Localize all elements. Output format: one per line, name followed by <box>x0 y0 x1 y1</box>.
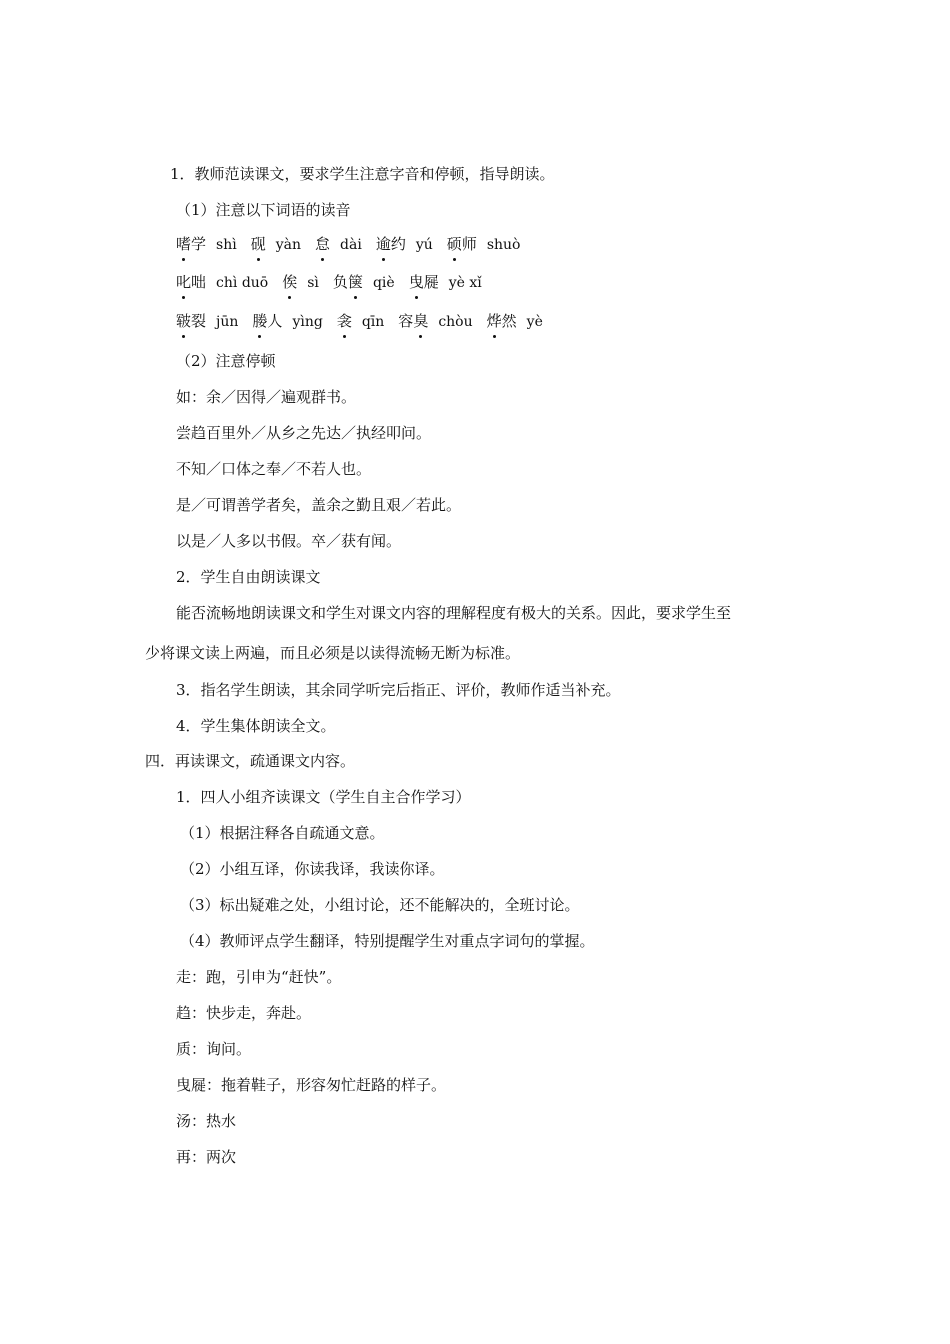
vocab-dotted-char: 砚 <box>250 235 266 253</box>
pause-example-4: 是／可谓善学者矣，盖余之勤且艰／若此。 <box>176 496 462 514</box>
vocab-word <box>315 234 330 254</box>
group-task-3: （3）标出疑难之处，小组讨论，还不能解决的，全班讨论。 <box>180 896 580 914</box>
pause-example-3: 不知／口体之奉／不若人也。 <box>176 460 372 478</box>
vocab-pinyin: sì <box>307 275 319 291</box>
gloss-zhi: 质：询问。 <box>176 1040 252 1058</box>
vocab-dotted-char: 衾 <box>336 312 352 330</box>
step-3: 3．指名学生朗读，其余同学听完后指正、评价，教师作适当补充。 <box>176 681 621 699</box>
vocab-pinyin: qiè <box>372 275 395 291</box>
step-4: 4．学生集体朗读全文。 <box>176 717 336 735</box>
vocab-dotted-char: 曳 <box>408 273 424 291</box>
vocab-pinyin: yú <box>415 237 433 253</box>
vocab-char: 然 <box>501 312 517 330</box>
vocab-word <box>176 272 206 292</box>
vocab-char: 屣 <box>423 273 439 291</box>
step-1-pause-heading: （2）注意停顿 <box>176 352 276 370</box>
vocab-pinyin: yè <box>526 314 543 330</box>
step-2-paragraph-line-2: 少将课文读上两遍，而且必须是以读得流畅无断为标准。 <box>145 644 521 662</box>
group-task-1: （1）根据注释各自疏通文意。 <box>180 824 385 842</box>
vocab-word <box>337 311 352 331</box>
vocab-pinyin: shì <box>216 237 237 253</box>
vocab-dotted-char: 媵 <box>252 312 268 330</box>
step-2-paragraph-line-1: 能否流畅地朗读课文和学生对课文内容的理解程度有极大的关系。因此，要求学生至 <box>176 604 732 622</box>
vocab-pinyin: chì duō <box>216 275 269 291</box>
vocab-pinyin: yè xǐ <box>448 275 482 291</box>
vocab-char: 容 <box>398 312 414 330</box>
vocab-word <box>409 272 439 292</box>
pause-example-2: 尝趋百里外／从乡之先达／执经叩问。 <box>176 424 432 442</box>
vocab-dotted-char: 俟 <box>282 273 298 291</box>
vocab-row-3 <box>176 311 557 332</box>
group-task-4: （4）教师评点学生翻译，特别提醒学生对重点字词句的掌握。 <box>180 932 595 950</box>
vocab-char: 咄 <box>191 273 207 291</box>
vocab-word <box>333 272 363 292</box>
vocab-pinyin: chòu <box>438 314 473 330</box>
pause-example-5: 以是／人多以书假。卒／获有闻。 <box>176 532 402 550</box>
pause-example-1: 如：余／因得／遍观群书。 <box>176 388 357 406</box>
vocab-word <box>398 311 428 331</box>
vocab-pinyin: yìng <box>292 314 323 330</box>
vocab-char: 人 <box>267 312 283 330</box>
vocab-dotted-char: 叱 <box>176 273 192 291</box>
vocab-dotted-char: 嗜 <box>176 235 192 253</box>
vocab-word <box>447 234 477 254</box>
vocab-word <box>252 311 282 331</box>
step-2-heading: 2．学生自由朗读课文 <box>176 568 321 586</box>
gloss-qu: 趋：快步走，奔赴。 <box>176 1004 312 1022</box>
vocab-char: 约 <box>390 235 406 253</box>
gloss-zai: 再：两次 <box>176 1148 237 1166</box>
vocab-row-2 <box>176 272 496 293</box>
vocab-char: 裂 <box>191 312 207 330</box>
vocab-word <box>282 272 297 292</box>
vocab-dotted-char: 硕 <box>446 235 462 253</box>
vocab-dotted-char: 皲 <box>176 312 192 330</box>
section-4-heading: 四．再读课文，疏通课文内容。 <box>145 752 356 770</box>
vocab-row-1 <box>176 234 534 255</box>
vocab-word <box>251 234 266 254</box>
vocab-word <box>376 234 406 254</box>
vocab-pinyin: yàn <box>275 237 302 253</box>
vocab-pinyin: qīn <box>361 314 385 330</box>
vocab-word <box>176 234 206 254</box>
vocab-char: 师 <box>461 235 477 253</box>
vocab-dotted-char: 逾 <box>375 235 391 253</box>
gloss-tang: 汤：热水 <box>176 1112 237 1130</box>
gloss-zou: 走：跑，引申为“赶快”。 <box>176 968 342 986</box>
vocab-word <box>487 311 517 331</box>
vocab-pinyin: jūn <box>216 314 239 330</box>
vocab-word <box>176 311 206 331</box>
vocab-dotted-char: 烨 <box>486 312 502 330</box>
vocab-char: 负 <box>332 273 348 291</box>
group-reading-heading: 1．四人小组齐读课文（学生自主合作学习） <box>176 788 471 806</box>
vocab-pinyin: dài <box>340 237 362 253</box>
vocab-dotted-char: 臭 <box>413 312 429 330</box>
gloss-yexi: 曳屣：拖着鞋子，形容匆忙赶路的样子。 <box>176 1076 447 1094</box>
vocab-pinyin: shuò <box>486 237 521 253</box>
step-1-pronunciation-heading: （1）注意以下词语的读音 <box>176 201 351 219</box>
step-1-teacher-reading: 1．教师范读课文，要求学生注意字音和停顿，指导朗读。 <box>170 165 555 183</box>
vocab-dotted-char: 箧 <box>347 273 363 291</box>
vocab-dotted-char: 怠 <box>315 235 331 253</box>
vocab-char: 学 <box>191 235 207 253</box>
group-task-2: （2）小组互译，你读我译，我读你译。 <box>180 860 445 878</box>
